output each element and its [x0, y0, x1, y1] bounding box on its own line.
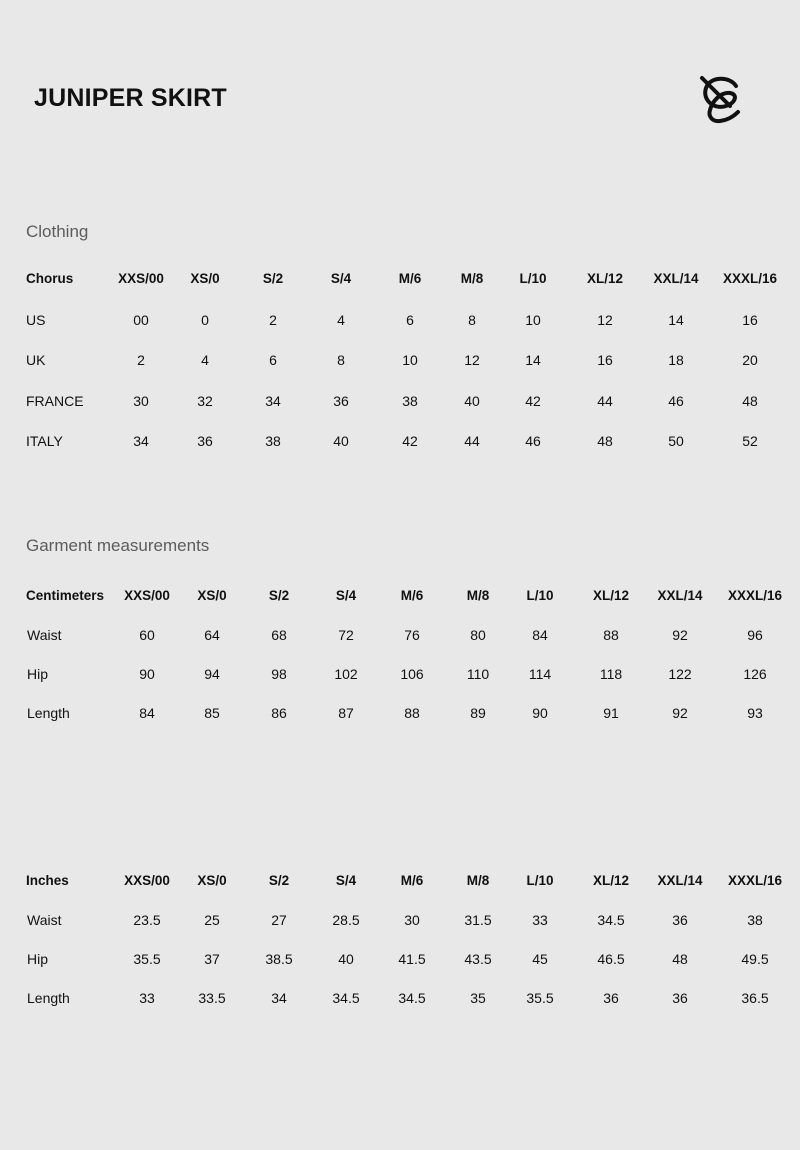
table-cell: 34 — [271, 990, 287, 1006]
table-row — [0, 951, 800, 975]
table-cell: 92 — [672, 705, 688, 721]
table-cell: 94 — [204, 666, 220, 682]
table-cell: 44 — [597, 392, 613, 409]
size-header-cell: M/6 — [400, 588, 424, 603]
size-header-cell: XXL/14 — [657, 588, 703, 603]
table-cell: 35.5 — [133, 951, 161, 967]
size-header-cell: XL/12 — [592, 588, 630, 603]
table-cell: 2 — [137, 352, 145, 368]
table-cell: 38 — [402, 392, 418, 409]
header-label: Inches — [26, 873, 69, 888]
loop-c-logo-icon — [696, 72, 744, 124]
table-cell: 35 — [470, 990, 486, 1006]
row-label: UK — [26, 352, 46, 368]
table-cell: 60 — [139, 627, 155, 643]
table-cell: 16 — [597, 352, 613, 368]
table-cell: 31.5 — [464, 912, 492, 928]
size-header-cell: XXXL/16 — [722, 271, 778, 286]
size-header-cell: S/4 — [335, 588, 357, 603]
table-cell: 118 — [599, 666, 623, 682]
table-row — [0, 393, 800, 417]
table-row — [0, 627, 800, 651]
table-cell: 38 — [747, 912, 763, 928]
table-cell: 8 — [337, 352, 345, 368]
size-header-cell: M/6 — [398, 271, 422, 286]
table-cell: 88 — [404, 705, 420, 721]
table-cell: 80 — [470, 627, 486, 643]
table-cell: 106 — [400, 666, 424, 682]
size-header-cell: L/10 — [526, 588, 554, 603]
table-cell: 30 — [133, 392, 149, 409]
table-cell: 98 — [271, 666, 287, 682]
table-cell: 41.5 — [398, 951, 426, 967]
table-cell: 00 — [133, 311, 149, 328]
table-row — [0, 312, 800, 336]
table-cell: 43.5 — [464, 951, 492, 967]
size-header-cell: XXS/00 — [124, 873, 170, 888]
table-cell: 48 — [742, 392, 758, 409]
table-cell: 6 — [406, 311, 414, 328]
table-header-row — [0, 271, 800, 295]
row-label: Hip — [27, 951, 49, 967]
table-cell: 34 — [133, 433, 149, 449]
table-row — [0, 705, 800, 729]
table-cell: 0 — [201, 311, 209, 328]
size-header-cell: XXL/14 — [653, 271, 699, 286]
table-cell: 33.5 — [198, 990, 226, 1006]
garment-section-label: Garment measurements — [26, 536, 210, 555]
size-header-cell: XS/0 — [190, 271, 220, 286]
size-header-cell: M/8 — [466, 588, 490, 603]
table-cell: 37 — [204, 951, 220, 967]
table-cell: 36 — [197, 433, 213, 449]
table-cell: 10 — [525, 311, 541, 328]
table-cell: 4 — [201, 352, 209, 368]
table-row — [0, 433, 800, 457]
table-cell: 36.5 — [741, 990, 769, 1006]
table-cell: 20 — [742, 352, 758, 368]
table-cell: 89 — [470, 705, 486, 721]
row-label: Length — [27, 990, 70, 1006]
table-cell: 36 — [333, 392, 349, 409]
table-cell: 44 — [464, 433, 480, 449]
table-cell: 45 — [532, 951, 548, 967]
size-header-cell: XL/12 — [592, 873, 630, 888]
table-cell: 34 — [265, 392, 281, 409]
table-cell: 36 — [672, 912, 688, 928]
size-header-cell: S/4 — [330, 271, 352, 286]
table-cell: 92 — [672, 627, 688, 643]
table-cell: 32 — [197, 392, 213, 409]
size-header-cell: XXS/00 — [124, 588, 170, 603]
size-header-cell: XXS/00 — [118, 271, 164, 286]
table-cell: 16 — [742, 311, 758, 328]
table-cell: 40 — [338, 951, 354, 967]
table-cell: 90 — [139, 666, 155, 682]
table-cell: 76 — [404, 627, 420, 643]
table-cell: 126 — [743, 666, 767, 682]
table-cell: 33 — [139, 990, 155, 1006]
table-cell: 12 — [597, 311, 613, 328]
table-cell: 25 — [204, 912, 220, 928]
table-cell: 46.5 — [597, 951, 625, 967]
table-cell: 30 — [404, 912, 420, 928]
table-cell: 114 — [528, 666, 552, 682]
size-header-cell: S/2 — [268, 873, 290, 888]
table-cell: 91 — [603, 705, 619, 721]
size-header-cell: S/2 — [262, 271, 284, 286]
table-row — [0, 990, 800, 1014]
size-header-cell: M/8 — [466, 873, 490, 888]
table-cell: 84 — [139, 705, 155, 721]
table-cell: 34.5 — [398, 990, 426, 1006]
table-cell: 87 — [338, 705, 354, 721]
table-cell: 38.5 — [265, 951, 293, 967]
row-label: Length — [27, 705, 70, 721]
size-header-cell: M/6 — [400, 873, 424, 888]
table-cell: 68 — [271, 627, 287, 643]
table-cell: 2 — [269, 311, 277, 328]
table-cell: 122 — [668, 666, 692, 682]
table-cell: 18 — [668, 352, 684, 368]
table-row — [0, 912, 800, 936]
header-label: Chorus — [26, 271, 74, 286]
clothing-section-label: Clothing — [26, 222, 89, 241]
table-cell: 96 — [747, 627, 763, 643]
table-cell: 8 — [468, 311, 476, 328]
size-header-cell: S/4 — [335, 873, 357, 888]
table-cell: 27 — [271, 912, 287, 928]
table-cell: 36 — [603, 990, 619, 1006]
header-label: Centimeters — [26, 588, 105, 603]
table-cell: 35.5 — [526, 990, 554, 1006]
table-cell: 36 — [672, 990, 688, 1006]
table-cell: 23.5 — [133, 912, 161, 928]
table-cell: 40 — [464, 392, 480, 409]
row-label: Waist — [27, 912, 62, 928]
table-header-row — [0, 873, 800, 897]
size-header-cell: L/10 — [519, 271, 547, 286]
size-header-cell: XL/12 — [586, 271, 624, 286]
table-cell: 28.5 — [332, 912, 360, 928]
table-cell: 102 — [334, 666, 358, 682]
row-label: Hip — [27, 666, 49, 682]
size-header-cell: S/2 — [268, 588, 290, 603]
table-cell: 40 — [333, 433, 349, 449]
table-cell: 48 — [597, 433, 613, 449]
table-row — [0, 352, 800, 376]
row-label: US — [26, 311, 46, 328]
size-header-cell: M/8 — [460, 271, 484, 286]
row-label: ITALY — [26, 433, 63, 449]
size-header-cell: XS/0 — [197, 873, 227, 888]
row-label: Waist — [27, 627, 62, 643]
size-header-cell: XXL/14 — [657, 873, 703, 888]
size-header-cell: L/10 — [526, 873, 554, 888]
table-header-row — [0, 588, 800, 612]
row-label: FRANCE — [26, 392, 84, 409]
table-cell: 34.5 — [332, 990, 360, 1006]
table-cell: 72 — [338, 627, 354, 643]
table-cell: 14 — [668, 311, 684, 328]
table-cell: 4 — [337, 311, 345, 328]
size-header-cell: XXXL/16 — [727, 588, 783, 603]
table-cell: 64 — [204, 627, 220, 643]
table-cell: 86 — [271, 705, 287, 721]
table-cell: 90 — [532, 705, 548, 721]
table-cell: 38 — [265, 433, 281, 449]
table-cell: 33 — [532, 912, 548, 928]
size-header-cell: XS/0 — [197, 588, 227, 603]
table-cell: 12 — [464, 352, 480, 368]
table-cell: 50 — [668, 433, 684, 449]
size-header-cell: XXXL/16 — [727, 873, 783, 888]
table-cell: 84 — [532, 627, 548, 643]
table-cell: 14 — [525, 352, 541, 368]
page-title: JUNIPER SKIRT — [34, 84, 227, 112]
table-cell: 42 — [525, 392, 541, 409]
table-cell: 34.5 — [597, 912, 625, 928]
table-cell: 93 — [747, 705, 763, 721]
table-cell: 46 — [668, 392, 684, 409]
table-cell: 110 — [466, 666, 490, 682]
table-cell: 52 — [742, 433, 758, 449]
table-cell: 88 — [603, 627, 619, 643]
table-row — [0, 666, 800, 690]
table-cell: 6 — [269, 352, 277, 368]
table-cell: 85 — [204, 705, 220, 721]
table-cell: 48 — [672, 951, 688, 967]
table-cell: 42 — [402, 433, 418, 449]
table-cell: 46 — [525, 433, 541, 449]
table-cell: 10 — [402, 352, 418, 368]
table-cell: 49.5 — [741, 951, 769, 967]
